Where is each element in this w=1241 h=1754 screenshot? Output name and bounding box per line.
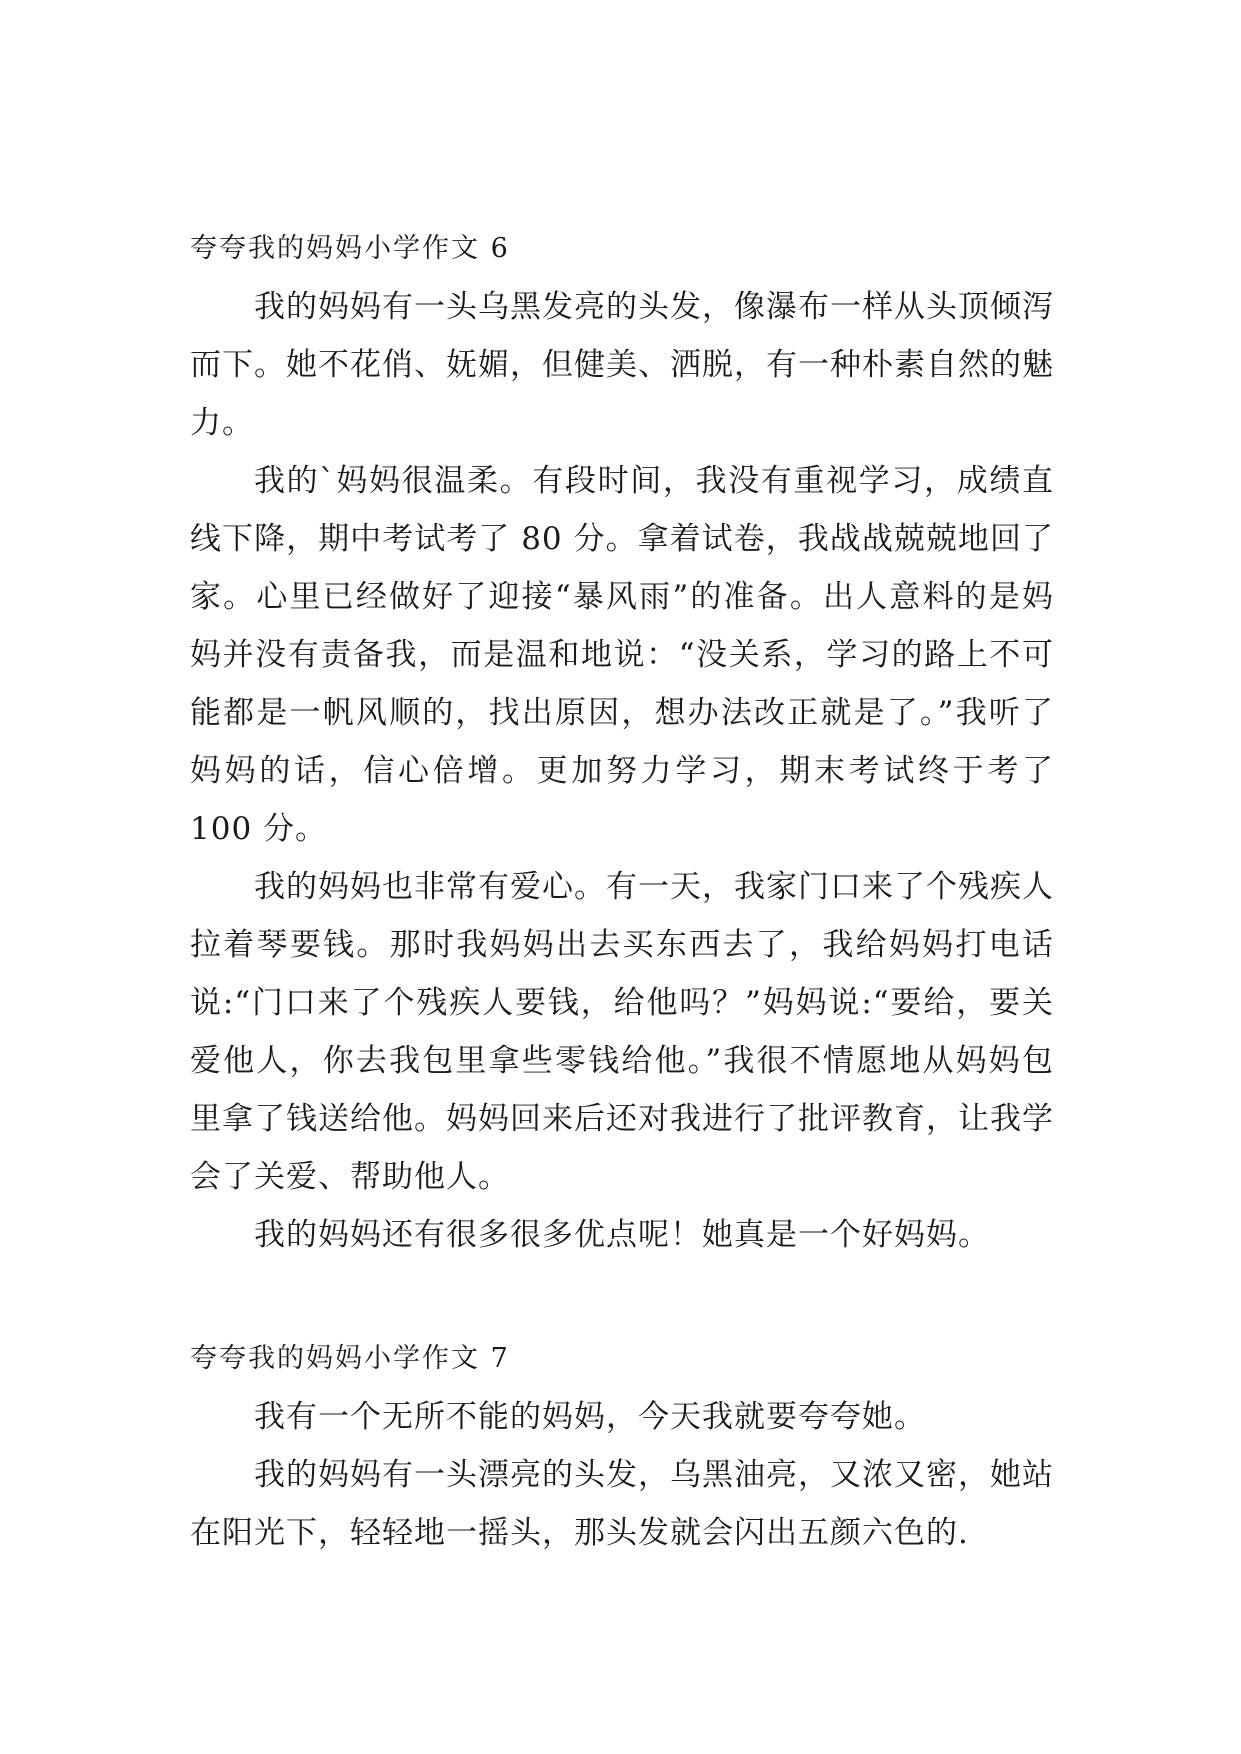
essay-paragraph: 我的妈妈也非常有爱心。有一天，我家门口来了个残疾人拉着琴要钱。那时我妈妈出去买东西去了，我给妈妈打电话说:“门口来了个残疾人要钱，给他吗？”妈妈说:“要给，要关爱他人，你去我包里拿些零钱给他。”我很不情愿地从妈妈包里拿了钱送给他。妈妈回来后还对我进行了批评教育，让我学会了关爱、帮助他人。 xyxy=(190,869,1054,1195)
essay-paragraph: 我的妈妈还有很多很多优点呢！她真是一个好妈妈。 xyxy=(254,1217,990,1253)
essay-paragraph: 我的妈妈有一头漂亮的头发，乌黑油亮，又浓又密，她站在阳光下，轻轻地一摇头，那头发就会闪出五颜六色的. xyxy=(190,1457,1054,1551)
document-page xyxy=(190,220,1054,1562)
essay-paragraph: 我的`妈妈很温柔。有段时间，我没有重视学习，成绩直线下降，期中考试考了 80 分。拿着试卷，我战战兢兢地回了家。心里已经做好了迎接“暴风雨”的准备。出人意料的是妈妈并没有责备我，而是温和地说：“没关系，学习的路上不可能都是一帆风顺的，找出原因，想办法改正就是了。”我听了妈妈的话，信心倍增。更加努力学习，期末考试终于考了 100 分。 xyxy=(190,463,1054,847)
essay-title: 夸夸我的妈妈小学作文 7 xyxy=(190,1343,510,1374)
essay-section-7 xyxy=(190,1330,1054,1562)
essay-section-6 xyxy=(190,220,1054,1264)
essay-paragraph: 我有一个无所不能的妈妈，今天我就要夸夸她。 xyxy=(254,1399,926,1435)
essay-paragraph: 我的妈妈有一头乌黑发亮的头发，像瀑布一样从头顶倾泻而下。她不花俏、妩媚，但健美、洒脱，有一种朴素自然的魅力。 xyxy=(190,289,1054,441)
essay-title: 夸夸我的妈妈小学作文 6 xyxy=(190,233,510,264)
